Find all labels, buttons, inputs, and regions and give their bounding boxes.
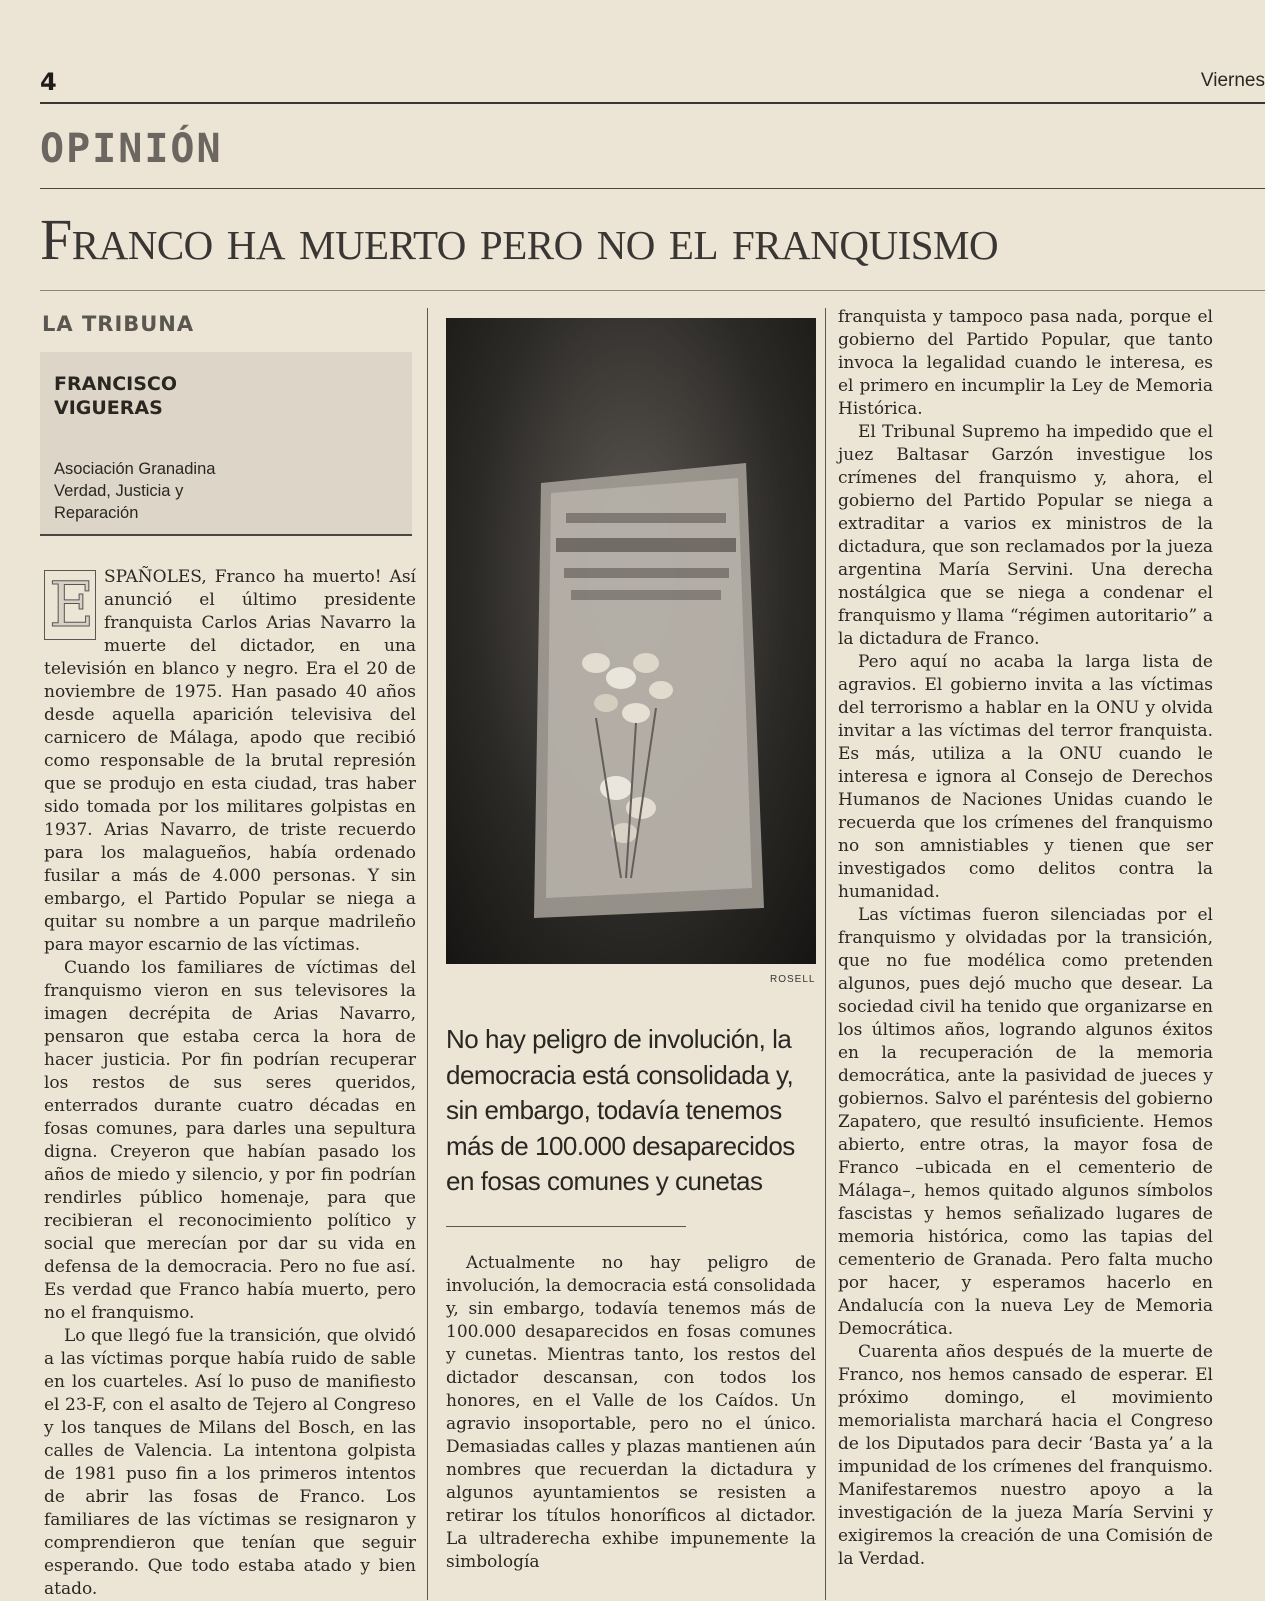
section-rule: [40, 188, 1265, 189]
pull-quote: No hay peligro de involución, la democracia está consolidada y, sin embargo, todavía tenemos más de 100.000 desaparecidos en fosas comunes y cunetas: [446, 1024, 795, 1196]
body-paragraph: Pero aquí no acaba la larga lista de agravios. El gobierno invita a las víctimas del terrorismo a hablar en la ONU y olvida invitar a las víctimas del terror franquista. Es más, utiliza a la ONU cuando le interesa e ignora al Consejo de Derechos Humanos de Naciones Unidas cuando le recuerda que los crímenes del franquismo no son amnistiables y tienen que ser investigados como delitos contra la humanidad.: [838, 652, 1213, 902]
dropcap-box: [44, 570, 96, 640]
section-title: OPINIÓN: [40, 126, 223, 172]
body-paragraph: Cuando los familiares de víctimas del franquismo vieron en sus televisores la imagen decrépita de Arias Navarro, pensaron que estaba cerca la hora de hacer justicia. Por fin podrían recuperar los restos de sus seres queridos, enterrados durante cuatro décadas en fosas comunes, para darles una sepultura digna. Creyeron que habían pasado los años de miedo y silencio, y por fin podrían rendirles público homenaje, para que recibieran el reconocimiento político y social que merecían por dar su vida en defensa de la democracia. Pero no fue así. Es verdad que Franco había muerto, pero no el franquismo.: [44, 958, 416, 1323]
header-rule: [40, 102, 1265, 104]
author-box: [40, 352, 412, 536]
lead-paragraph-text: SPAÑOLES, Franco ha muerto! Así anunció el último presidente franquista Carlos Arias Navarro la muerte del dictador, en una televisión en blanco y negro. Era el 20 de noviembre de 1975. Han pasado 40 años desde aquella aparición televisiva del carnicero de Málaga, apodo que recibió como responsable de la brutal represión que se produjo en esta ciudad, tras haber sido tomada por los militares golpistas en 1937. Arias Navarro, de triste recuerdo para los malagueños, había ordenado fusilar a más de 4.000 personas. Y sin embargo, el Partido Popular se niega a quitar su nombre a un parque madrileño para mayor escarnio de las víctimas.: [44, 567, 416, 955]
right-column: [838, 306, 1213, 1571]
lead-paragraph: [44, 566, 416, 957]
body-paragraph: Actualmente no hay peligro de involución, la democracia está consolidada y, sin embargo, todavía tenemos más de 100.000 desaparecidos en fosas comunes y cunetas. Mientras tanto, los restos del dictador descansan, con todos los honores, en el Valle de los Caídos. Un agravio insoportable, pero no el único. Demasiadas calles y plazas mantienen aún nombres que recuerdan la dictadura y algunos ayuntamientos se resisten a retirar los títulos honoríficos al dictador. La ultraderecha exhibe impunemente la simbología: [446, 1253, 816, 1572]
body-paragraph: franquista y tampoco pasa nada, porque el gobierno del Partido Popular, que tanto invoca la legalidad cuando le interesa, es el primero en incumplir la Ley de Memoria Histórica.: [838, 307, 1213, 419]
middle-column: [446, 1252, 816, 1574]
author-organization: Asociación Granadina Verdad, Justicia y Reparación: [54, 460, 216, 522]
memorial-photo: [446, 318, 816, 964]
body-paragraph: Cuarenta años después de la muerte de Franco, nos hemos cansado de esperar. El próximo domingo, el movimiento memorialista marchará hacia el Congreso de los Diputados para decir ‘Basta ya’ a la impunidad de los crímenes del franquismo. Manifestaremos nuestro apoyo a la investigación de la jueza María Servini y exigiremos la creación de una Comisión de la Verdad.: [838, 1342, 1213, 1569]
left-column: [44, 566, 416, 1601]
column-rule: [825, 308, 826, 1600]
photo-credit: ROSELL: [770, 974, 816, 985]
body-paragraph: Lo que llegó fue la transición, que olvidó a las víctimas porque había ruido de sable en los cuarteles. Así lo puso de manifiesto el 23-F, con el asalto de Tejero al Congreso y los tanques de Milans del Bosch, en las calles de Valencia. La intentona golpista de 1981 puso fin a los primeros intentos de abrir las fosas de Franco. Los familiares de las víctimas se resignaron y comprendieron que tenían que seguir esperando. Que todo estaba atado y bien atado.: [44, 1326, 416, 1599]
page-number: 4: [40, 68, 57, 96]
author-name: FRANCISCO VIGUERAS: [54, 373, 178, 419]
pull-quote-rule: [446, 1226, 686, 1227]
body-paragraph: El Tribunal Supremo ha impedido que el juez Baltasar Garzón investigue los crímenes del franquismo y, ahora, el gobierno del Partido Popular se niega a extraditar a varios ex ministros de la dictadura, que son reclamados por la jueza argentina María Servini. Una derecha nostálgica que se niega a condenar el franquismo y llama “régimen autoritario” a la dictadura de Franco.: [838, 422, 1213, 649]
body-paragraph: Las víctimas fueron silenciadas por el franquismo y olvidadas por la transición, que no fue modélica como pretenden algunos, pues dejó mucho que desear. La sociedad civil ha tenido que organizarse en los últimos años, logrando algunos éxitos en la recuperación de la memoria democrática, ante la pasividad de jueces y gobiernos. Salvo el paréntesis del gobierno Zapatero, que resultó insuficiente. Hemos abierto, entre otras, la mayor fosa de Franco –ubicada en el cementerio de Málaga–, hemos quitado algunos símbolos fascistas y hemos señalizado lugares de memoria histórica, como las tapias del cementerio de Granada. Pero falta mucho por hacer, y esperamos hacerlo en Andalucía con la nueva Ley de Memoria Democrática.: [838, 905, 1213, 1339]
headline: Franco ha muerto pero no el franquismo: [40, 207, 999, 272]
page-date: Viernes: [1200, 70, 1265, 91]
kicker: LA TRIBUNA: [42, 312, 195, 336]
memorial-photo-illustration: [446, 318, 816, 964]
headline-rule: [40, 290, 1265, 291]
dropcap: E: [49, 568, 95, 641]
column-rule: [427, 308, 428, 1600]
